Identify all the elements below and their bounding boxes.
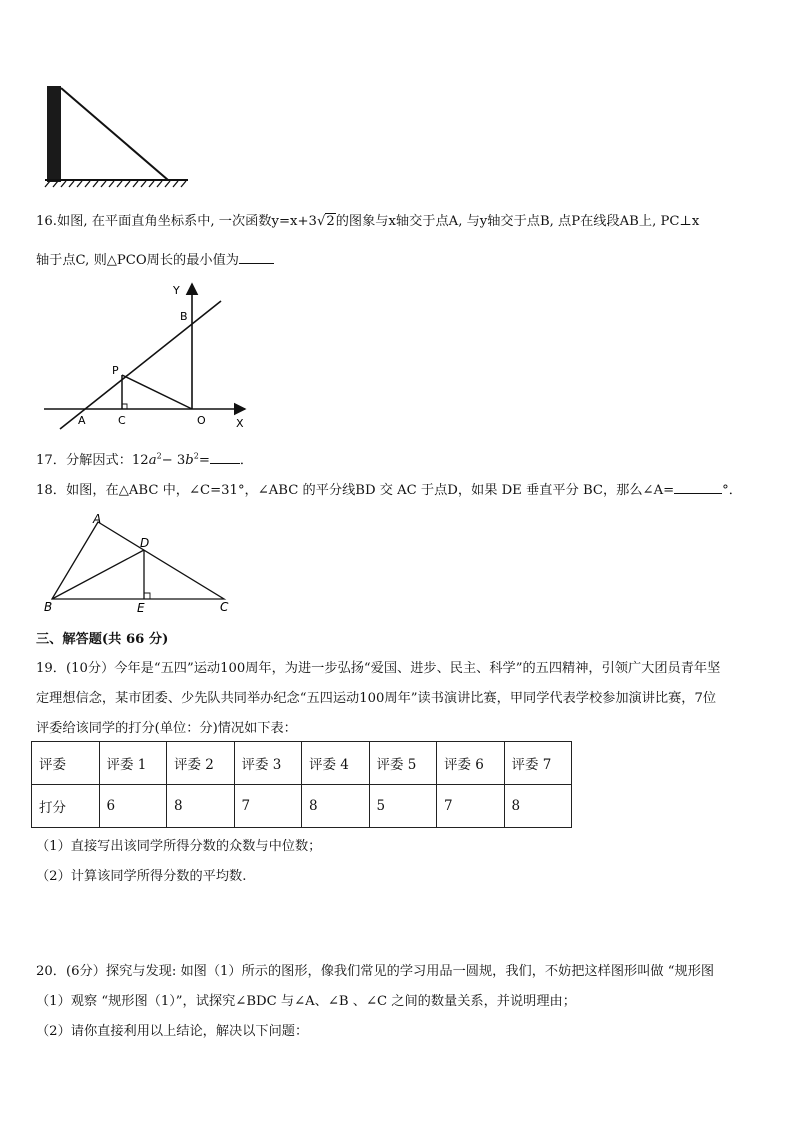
table-cell: 评委 2	[167, 742, 235, 785]
q19-sub2: （2）计算该同学所得分数的平均数.	[36, 869, 247, 884]
table-cell: 评委 3	[234, 742, 302, 785]
pole-triangle-figure	[40, 82, 192, 188]
section3-title: 三、解答题(共 66 分)	[36, 632, 169, 647]
rope-line	[61, 88, 168, 180]
q17-exp-1: 2	[156, 451, 162, 461]
segment-po	[122, 375, 192, 409]
hatch-mark	[93, 181, 98, 187]
q16-answer-blank	[239, 251, 274, 264]
table-cell: 评委 4	[302, 742, 370, 785]
table-row-header	[32, 742, 572, 785]
hatch-mark	[85, 181, 90, 187]
q16-line1	[36, 210, 699, 229]
label-e: E	[137, 601, 145, 615]
q18-text: 18．如图，在△ABC 中，∠C=31°，∠ABC 的平分线BD 交 AC 于点D，如果 DE 垂直平分 BC，那么∠A=	[36, 483, 675, 498]
q18-answer-blank	[674, 481, 722, 494]
hatch-mark	[61, 181, 66, 187]
ground-hatch	[45, 181, 186, 187]
label-c: C	[220, 600, 229, 614]
hatch-mark	[141, 181, 146, 187]
q16-sqrt-radicand: 2	[326, 214, 335, 229]
hatch-mark	[173, 181, 178, 187]
q16-line2	[36, 249, 274, 268]
table-cell: 8	[167, 785, 235, 828]
q17-answer-blank	[210, 451, 240, 464]
right-angle-mark-e	[144, 593, 150, 599]
hatch-mark	[69, 181, 74, 187]
q16-sqrt: √2	[316, 214, 335, 229]
label-a: A	[78, 414, 86, 427]
table-cell: 评委 1	[99, 742, 167, 785]
hatch-mark	[157, 181, 162, 187]
hatch-mark	[109, 181, 114, 187]
q17-equals: =	[198, 453, 210, 468]
score-table	[31, 741, 572, 828]
hatch-mark	[133, 181, 138, 187]
q19-line2: 定理想信念，某市团委、少先队共同举办纪念“五四运动100周年”读书演讲比赛，甲同学代表学校参加演讲比赛，7位	[36, 691, 717, 706]
q19-line1: 19．(10分）今年是“五四”运动100周年，为进一步弘扬“爱国、进步、民主、科学”的五四精神，引领广大团员青年坚	[36, 661, 721, 676]
hatch-mark	[181, 181, 186, 187]
table-cell: 7	[234, 785, 302, 828]
q16-text-a: 16.如图, 在平面直角坐标系中, 一次函数y=x+3	[36, 214, 317, 229]
q17-var-a: a	[148, 453, 157, 468]
triangle-abc	[52, 522, 224, 599]
table-cell: 6	[99, 785, 167, 828]
label-b: B	[44, 600, 53, 614]
q17-exp-2: 2	[193, 451, 199, 461]
table-cell: 评委 6	[437, 742, 505, 785]
label-p: P	[112, 364, 119, 377]
hatch-mark	[125, 181, 130, 187]
q16-text-c: 轴于点C, 则△PCO周长的最小值为	[36, 253, 239, 268]
label-c: C	[118, 414, 126, 427]
q17-line	[36, 449, 253, 468]
table-cell: 评委 7	[504, 742, 572, 785]
q18-line	[36, 479, 742, 498]
hatch-mark	[165, 181, 170, 187]
pole	[47, 86, 61, 182]
q18-triangle-figure	[40, 510, 240, 615]
table-cell: 7	[437, 785, 505, 828]
label-a: A	[93, 512, 102, 526]
q20-line3: （2）请你直接利用以上结论，解决以下问题：	[36, 1024, 309, 1039]
label-x: X	[236, 417, 244, 430]
q19-line3: 评委给该同学的打分(单位：分)情况如下表：	[36, 721, 297, 736]
table-cell: 打分	[32, 785, 100, 828]
table-cell: 8	[504, 785, 572, 828]
q17-end: ．	[239, 453, 254, 468]
label-y: Y	[173, 284, 180, 297]
hatch-mark	[101, 181, 106, 187]
table-cell: 8	[302, 785, 370, 828]
hatch-mark	[149, 181, 154, 187]
q17-middle: − 3	[161, 453, 186, 468]
q20-line2: （1）观察 “规形图（1）”，试探究∠BDC 与∠A、∠B 、∠C 之间的数量关系，并说明理由；	[36, 994, 576, 1009]
q16-text-b: 的图象与x轴交于点A, 与y轴交于点B, 点P在线段AB上, PC⊥x	[335, 214, 700, 229]
label-d: D	[140, 536, 150, 550]
hatch-mark	[117, 181, 122, 187]
q17-var-b: b	[185, 453, 194, 468]
label-o: O	[197, 414, 206, 427]
q19-sub1: （1）直接写出该同学所得分数的众数与中位数；	[36, 839, 322, 854]
table-cell: 5	[369, 785, 437, 828]
q20-line1: 20．(6分）探究与发现: 如图（1）所示的图形，像我们常见的学习用品一圆规，我们，不妨把这样图形叫做 “规形图	[36, 964, 715, 979]
label-b: B	[180, 310, 188, 323]
q17-prefix: 17．分解因式：12	[36, 453, 149, 468]
q18-end: °．	[722, 483, 742, 498]
table-cell: 评委	[32, 742, 100, 785]
hatch-mark	[77, 181, 82, 187]
table-row-scores	[32, 785, 572, 828]
segment-bd	[52, 550, 144, 599]
table-cell: 评委 5	[369, 742, 437, 785]
q16-coordinate-figure	[40, 280, 250, 432]
